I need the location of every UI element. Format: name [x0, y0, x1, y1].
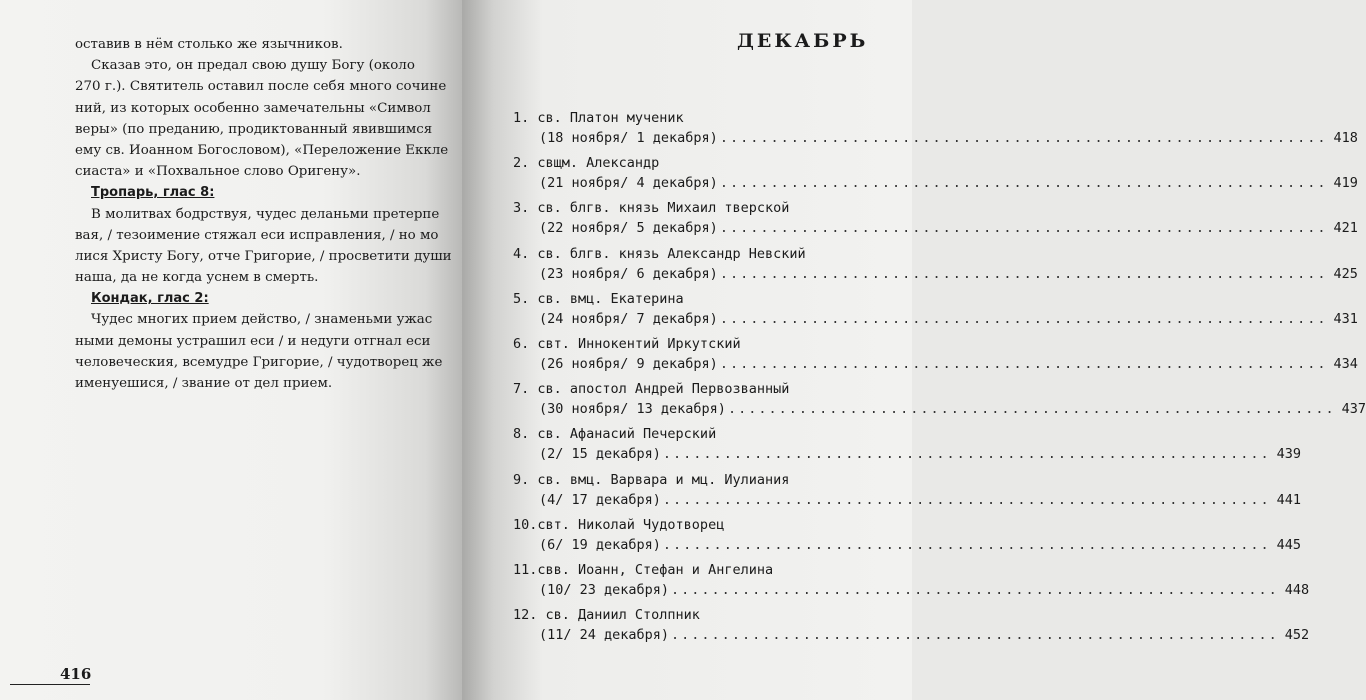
text-line: веры» (по преданию, продиктованный явившимся: [75, 121, 433, 137]
toc-entry-date: (21 ноября/ 4 декабря): [539, 175, 718, 192]
toc-entry-date: (26 ноября/ 9 декабря): [539, 356, 718, 372]
text-line: лися Христу Богу, отче Григорие, / просветити души: [75, 248, 452, 264]
toc-entry-page: 441: [1276, 491, 1301, 508]
text-line: ний, из которых особенно замечательны «Символ: [75, 100, 431, 116]
toc-entry: [513, 289, 1358, 329]
toc-entry-dateline: [513, 535, 1301, 555]
toc-entry-date: (4/ 17 декабря): [539, 491, 661, 508]
toc-entry-page: 421: [1333, 220, 1358, 237]
toc-entry-name: 7. св. апостол Андрей Первозванный: [513, 381, 790, 398]
toc-entry-name: 4. св. блгв. князь Александр Невский: [513, 245, 806, 262]
toc-entry: [513, 108, 1358, 148]
toc-entry-dateline: [513, 173, 1358, 193]
toc-entry-dateline: [513, 399, 1366, 419]
toc-leader-dots: ............................................................: [727, 401, 1336, 418]
toc-entry-date: (24 ноября/ 7 декабря): [539, 310, 718, 327]
toc-entry-dateline: [513, 354, 1358, 374]
toc-entry-page: 437: [1341, 401, 1366, 418]
text-line: сиаста» и «Похвальное слово Оригену».: [75, 164, 361, 180]
toc-entry-date: (30 ноября/ 13 декабря): [539, 401, 726, 418]
toc-entry-page: 418: [1333, 130, 1358, 146]
toc-entry: [513, 153, 1358, 193]
toc-entry-name: 5. св. вмц. Екатерина: [513, 290, 684, 307]
toc-entry-page: 434: [1333, 356, 1358, 372]
toc-entry-date: (2/ 15 декабря): [539, 446, 661, 463]
toc-entry-date: (11/ 24 декабря): [539, 627, 670, 644]
toc-entry: [513, 515, 1301, 555]
toc-entry-page: 445: [1276, 536, 1301, 553]
toc-entry-dateline: [513, 444, 1301, 464]
toc-entry: [513, 560, 1310, 600]
toc-entry-name: 10.свт. Николай Чудотворец: [513, 516, 725, 533]
toc-entry: [513, 605, 1310, 645]
toc-entry-page: 419: [1333, 175, 1358, 192]
toc-entry-date: (10/ 23 декабря): [539, 582, 670, 598]
toc-entry-page: 452: [1284, 627, 1310, 644]
toc-leader-dots: ............................................................: [719, 175, 1328, 192]
toc-entry-dateline: [513, 580, 1310, 600]
toc-leader-dots: ............................................................: [662, 491, 1271, 508]
toc-leader-dots: ............................................................: [719, 310, 1328, 327]
toc-entry-date: (6/ 19 декабря): [539, 536, 661, 553]
toc-entry-dateline: [513, 218, 1358, 238]
toc-leader-dots: ............................................................: [662, 536, 1271, 553]
toc-entry-dateline: [513, 309, 1358, 329]
toc-entry: [513, 379, 1366, 419]
toc-entry-dateline: [513, 625, 1310, 645]
toc-entry-page: 448: [1284, 582, 1310, 598]
page-number: 416: [60, 665, 92, 683]
month-title: ДЕКАБРЬ: [737, 30, 869, 52]
toc-entry-name: 9. св. вмц. Варвара и мц. Иулиания: [513, 471, 790, 488]
toc-leader-dots: ............................................................: [719, 130, 1328, 146]
toc-entry-date: (18 ноября/ 1 декабря): [539, 130, 718, 146]
hymn-heading-label: Кондак, глас 2:: [91, 291, 209, 307]
toc-entry-dateline: [513, 128, 1358, 148]
text-line: наша, да не когда уснем в смерть.: [75, 270, 319, 286]
toc-entry-name: 1. св. Платон мученик: [513, 110, 684, 126]
toc-entry: [513, 198, 1358, 238]
text-line: вая, / тезоимение стяжал еси исправления, / но мо: [75, 227, 439, 243]
toc-leader-dots: ............................................................: [719, 220, 1328, 237]
toc-leader-dots: ............................................................: [719, 356, 1328, 372]
text-line: Сказав это, он предал свою душу Богу (около: [91, 58, 415, 74]
hymn-heading: [75, 182, 470, 203]
toc-entry: [513, 424, 1301, 464]
hymn-heading-label: Тропарь, глас 8:: [91, 185, 215, 201]
text-line: В молитвах бодрствуя, чудес деланьми претерпе: [91, 206, 440, 222]
toc-entry: [513, 244, 1358, 284]
toc-entry-page: 425: [1333, 265, 1358, 282]
text-line: 270 г.). Святитель оставил после себя много сочине: [75, 79, 447, 95]
toc-entry-page: 431: [1333, 310, 1358, 327]
text-line: оставив в нём столько же язычников.: [75, 37, 343, 52]
toc-entry-date: (23 ноября/ 6 декабря): [539, 265, 718, 282]
toc-leader-dots: ............................................................: [671, 582, 1279, 598]
toc-leader-dots: ............................................................: [719, 265, 1328, 282]
text-line: Чудес многих прием действо, / знаменьми ужас: [91, 312, 433, 328]
toc-entry-name: 12. св. Даниил Столпник: [513, 607, 700, 624]
text-line: ему св. Иоанном Богословом), «Переложение Екклe: [75, 142, 449, 158]
toc-entry-page: 439: [1276, 446, 1301, 463]
toc-entry-dateline: [513, 264, 1358, 284]
toc-entry-name: 6. свт. Иннокентий Иркутский: [513, 336, 741, 352]
toc-entry-name: 3. св. блгв. князь Михаил тверской: [513, 200, 790, 217]
toc-entry-name: 2. свщм. Александр: [513, 155, 660, 172]
toc-leader-dots: ............................................................: [662, 446, 1271, 463]
text-line: ными демоны устрашил еси / и недуги отгнал еси: [75, 333, 431, 349]
page-number-rule: [10, 684, 90, 685]
toc-entry-dateline: [513, 490, 1301, 510]
text-line: человеческия, всемудре Григорие, / чудотворец же: [75, 354, 443, 370]
toc-entry-name: 11.свв. Иоанн, Стефан и Ангелина: [513, 562, 774, 578]
toc-entry-name: 8. св. Афанасий Печерский: [513, 426, 717, 443]
text-line: именуешися, / звание от дел прием.: [75, 376, 333, 391]
toc-entry-date: (22 ноября/ 5 декабря): [539, 220, 718, 237]
toc-leader-dots: ............................................................: [671, 627, 1279, 644]
left-page-text: [75, 34, 470, 394]
toc-entry: [513, 470, 1301, 510]
toc-entry: [513, 334, 1358, 374]
hymn-heading: [75, 288, 470, 309]
